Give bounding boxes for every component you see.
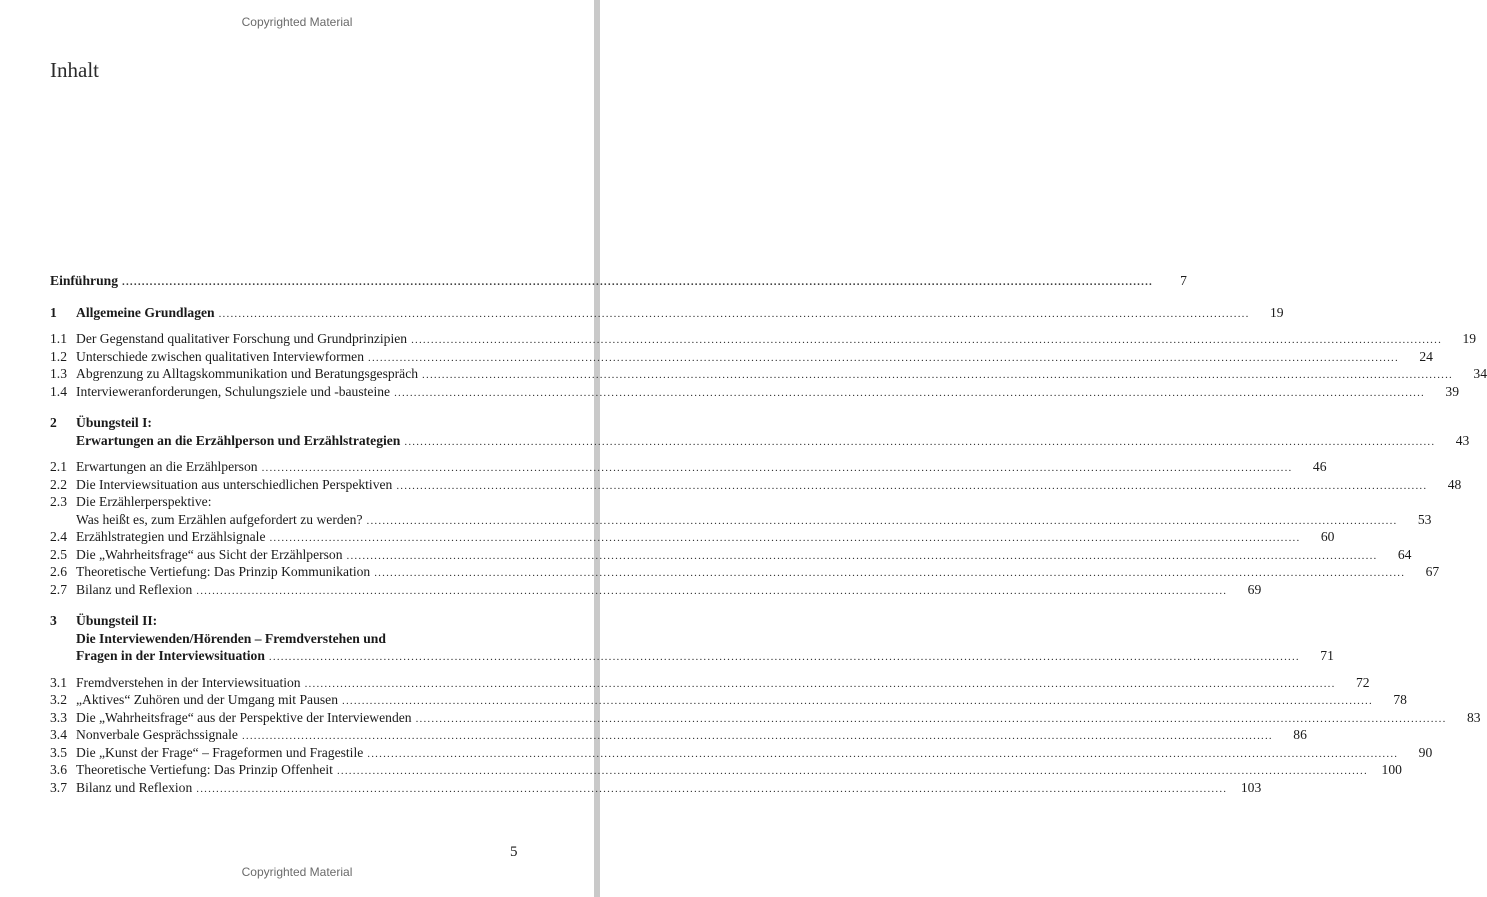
toc-chapter-3[interactable] bbox=[50, 647, 1334, 665]
leader-dots bbox=[411, 332, 1442, 350]
toc-entry-3-5[interactable] bbox=[50, 744, 1433, 762]
chapter-number: 3 bbox=[50, 613, 57, 628]
toc-chapter-3-heading[interactable] bbox=[50, 612, 520, 630]
toc-entry-2-4[interactable] bbox=[50, 528, 1335, 546]
leader-dots bbox=[394, 385, 1425, 403]
toc-entry-2-3-heading[interactable] bbox=[50, 493, 520, 511]
leader-dots bbox=[342, 693, 1373, 711]
entry-title: Fremdverstehen in der Interviewsituation bbox=[76, 674, 301, 690]
toc-chapter-2[interactable] bbox=[50, 432, 1470, 450]
chapter-title-line1: Übungsteil I: bbox=[76, 415, 152, 430]
entry-page: 72 bbox=[1355, 674, 1370, 690]
entry-title: Erwartungen an die Erzählperson bbox=[76, 459, 258, 474]
page-number: 5 bbox=[510, 844, 518, 860]
entry-number: 1.4 bbox=[50, 383, 67, 399]
entry-page: 90 bbox=[1418, 744, 1433, 760]
chapter-number: 2 bbox=[50, 415, 57, 430]
table-of-contents bbox=[50, 272, 1487, 796]
entry-title: Die Erzählerperspektive: bbox=[76, 494, 212, 509]
leader-dots bbox=[269, 649, 1300, 667]
entry-number: 3.2 bbox=[50, 692, 67, 707]
leader-dots bbox=[337, 763, 1368, 781]
toc-chapter-2-heading[interactable] bbox=[50, 414, 520, 432]
entry-number: 3.3 bbox=[50, 709, 67, 725]
entry-number: 2.4 bbox=[50, 529, 67, 544]
chapter-title: Allgemeine Grundlagen bbox=[76, 304, 215, 320]
toc-chapter-1[interactable] bbox=[50, 304, 1284, 322]
entry-number: 3.5 bbox=[50, 744, 67, 760]
toc-entry-1-3[interactable] bbox=[50, 365, 1487, 383]
leader-dots bbox=[122, 274, 1153, 292]
entry-title: Erzählstrategien und Erzählsignale bbox=[76, 529, 266, 544]
entry-title: „Aktives“ Zuhören und der Umgang mit Pausen bbox=[76, 692, 338, 707]
entry-title: Theoretische Vertiefung: Das Prinzip Kommunikation bbox=[76, 564, 371, 579]
toc-entry-2-1[interactable] bbox=[50, 458, 1327, 476]
leader-dots bbox=[347, 548, 1378, 566]
entry-title: Unterschiede zwischen qualitativen Interviewformen bbox=[76, 348, 364, 364]
entry-number: 1.3 bbox=[50, 366, 67, 381]
copyright-footer: Copyrighted Material bbox=[241, 865, 353, 879]
toc-entry-2-5[interactable] bbox=[50, 546, 1412, 564]
leader-dots bbox=[219, 306, 1250, 324]
entry-title-continued: Was heißt es, zum Erzählen aufgefordert zu werden? bbox=[76, 511, 363, 527]
entry-number: 3.7 bbox=[50, 779, 67, 795]
toc-entry-3-2[interactable] bbox=[50, 691, 1407, 709]
entry-title: Theoretische Vertiefung: Das Prinzip Offenheit bbox=[76, 762, 333, 777]
entry-page: 34 bbox=[1473, 366, 1487, 381]
toc-entry-title: Einführung bbox=[50, 273, 119, 288]
entry-number: 3.6 bbox=[50, 762, 67, 777]
entry-page: 48 bbox=[1447, 476, 1462, 492]
entry-page: 60 bbox=[1320, 529, 1335, 544]
chapter-title-line2: Die Interviewenden/Hörenden – Fremdverstehen und bbox=[76, 630, 386, 646]
leader-dots bbox=[396, 478, 1427, 496]
leader-dots bbox=[305, 676, 1336, 694]
entry-title: Bilanz und Reflexion bbox=[76, 779, 193, 795]
leader-dots bbox=[242, 728, 1273, 746]
entry-page: 46 bbox=[1312, 459, 1327, 474]
entry-number: 2.1 bbox=[50, 459, 67, 474]
toc-entry-3-4[interactable] bbox=[50, 726, 1307, 744]
entry-title: Der Gegenstand qualitativer Forschung und Grundprinzipien bbox=[76, 331, 408, 346]
entry-number: 2.3 bbox=[50, 494, 67, 509]
toc-entry-3-1[interactable] bbox=[50, 674, 1370, 692]
entry-number: 2.6 bbox=[50, 564, 67, 579]
toc-entry-1-2[interactable] bbox=[50, 348, 1433, 366]
entry-title: Abgrenzung zu Alltagskommunikation und Beratungsgespräch bbox=[76, 366, 419, 381]
entry-number: 2.7 bbox=[50, 581, 67, 597]
entry-page: 100 bbox=[1381, 762, 1402, 777]
leader-dots bbox=[404, 434, 1435, 452]
entry-number: 1.2 bbox=[50, 348, 67, 364]
toc-entry-2-3[interactable] bbox=[50, 511, 1432, 529]
toc-entry-1-1[interactable] bbox=[50, 330, 1477, 348]
entry-title: Bilanz und Reflexion bbox=[76, 581, 193, 597]
leader-dots bbox=[368, 350, 1399, 368]
entry-number: 2.5 bbox=[50, 546, 67, 562]
leader-dots bbox=[367, 513, 1398, 531]
entry-number: 1.1 bbox=[50, 331, 67, 346]
toc-entry-intro[interactable] bbox=[50, 272, 1187, 290]
entry-page: 69 bbox=[1247, 581, 1262, 597]
entry-page: 67 bbox=[1425, 564, 1440, 579]
entry-page: 24 bbox=[1419, 348, 1433, 364]
leader-dots bbox=[367, 746, 1398, 764]
entry-page: 19 bbox=[1462, 331, 1477, 346]
toc-entry-2-2[interactable] bbox=[50, 476, 1462, 494]
toc-entry-2-7[interactable] bbox=[50, 581, 1262, 599]
chapter-page: 71 bbox=[1320, 648, 1334, 663]
entry-page: 39 bbox=[1445, 383, 1460, 399]
entry-page: 103 bbox=[1240, 779, 1262, 795]
toc-entry-3-6[interactable] bbox=[50, 761, 1402, 779]
chapter-number: 1 bbox=[50, 304, 57, 320]
entry-title: Die „Kunst der Frage“ – Frageformen und Fragestile bbox=[76, 744, 364, 760]
entry-page: 53 bbox=[1417, 511, 1432, 527]
toc-entry-page: 7 bbox=[1180, 273, 1187, 288]
entry-number: 3.4 bbox=[50, 727, 67, 742]
entry-page: 78 bbox=[1393, 692, 1407, 707]
chapter-page: 19 bbox=[1269, 304, 1284, 320]
leader-dots bbox=[196, 583, 1227, 601]
chapter-title-line3: Fragen in der Interviewsituation bbox=[76, 648, 265, 663]
entry-title: Nonverbale Gesprächssignale bbox=[76, 727, 238, 742]
entry-title: Die „Wahrheitsfrage“ aus der Perspektive der Interviewenden bbox=[76, 709, 412, 725]
leader-dots bbox=[269, 530, 1300, 548]
entry-title: Die „Wahrheitsfrage“ aus Sicht der Erzählperson bbox=[76, 546, 343, 562]
page-title: Inhalt bbox=[50, 58, 99, 82]
entry-page: 83 bbox=[1466, 709, 1481, 725]
entry-title: Intervieweranforderungen, Schulungsziele und -bausteine bbox=[76, 383, 391, 399]
leader-dots bbox=[196, 781, 1227, 799]
toc-entry-2-6[interactable] bbox=[50, 563, 1440, 581]
entry-number: 2.2 bbox=[50, 476, 67, 492]
toc-chapter-3-line2[interactable] bbox=[50, 630, 520, 648]
chapter-page: 43 bbox=[1455, 432, 1470, 448]
leader-dots bbox=[422, 367, 1453, 385]
chapter-title-line1: Übungsteil II: bbox=[76, 613, 158, 628]
toc-entry-1-4[interactable] bbox=[50, 383, 1460, 401]
entry-page: 86 bbox=[1293, 727, 1307, 742]
toc-entry-3-3[interactable] bbox=[50, 709, 1481, 727]
leader-dots bbox=[262, 460, 1293, 478]
entry-number: 3.1 bbox=[50, 674, 67, 690]
entry-title: Die Interviewsituation aus unterschiedlichen Perspektiven bbox=[76, 476, 393, 492]
chapter-title-line2: Erwartungen an die Erzählperson und Erzählstrategien bbox=[76, 432, 401, 448]
entry-page: 64 bbox=[1397, 546, 1412, 562]
toc-entry-3-7[interactable] bbox=[50, 779, 1262, 797]
copyright-header: Copyrighted Material bbox=[241, 15, 353, 29]
